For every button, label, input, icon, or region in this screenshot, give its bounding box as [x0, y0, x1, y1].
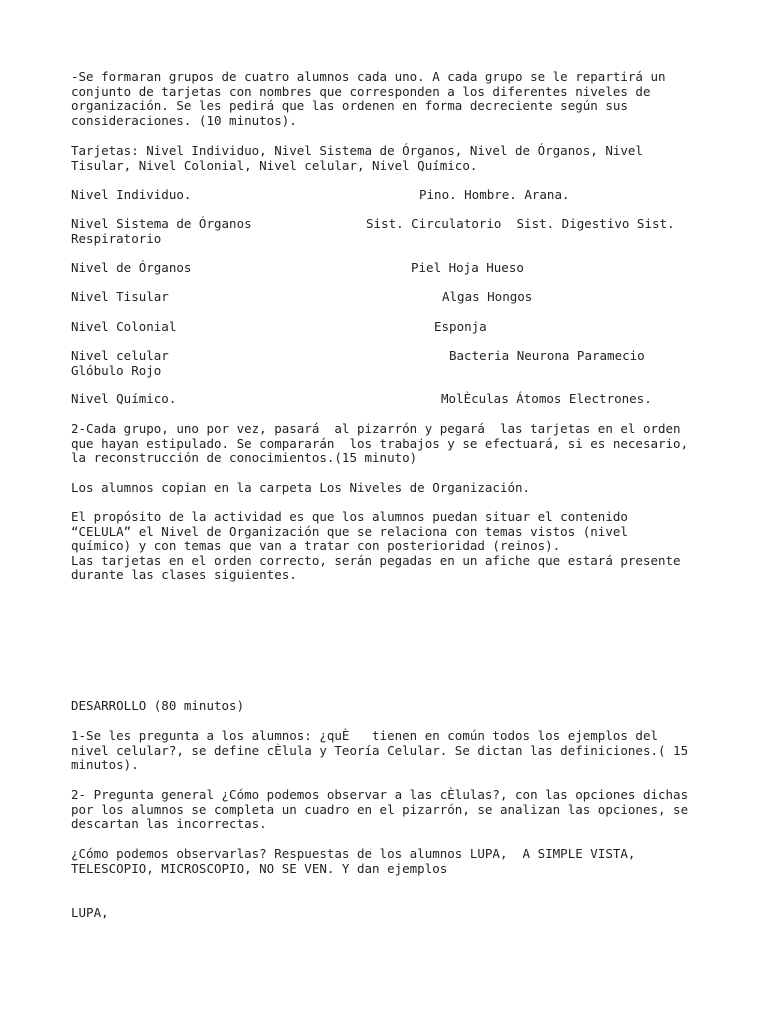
desarrollo-step-one: 1-Se les pregunta a los alumnos: ¿quÈ tienen en común todos los ejemplos del nivel celular?, se define cÈlula y Teoría Celular. Se dictan las definiciones.( 15 minutos).	[71, 728, 689, 773]
level-row-celular	[71, 348, 701, 378]
level-row-organos	[71, 261, 701, 277]
level-row-colonial	[71, 320, 701, 336]
level-examples-continued: Respiratorio	[71, 230, 162, 246]
intro-paragraph: -Se formaran grupos de cuatro alumnos cada uno. A cada grupo se le repartirá un conjunto de tarjetas con nombres que corresponden a los diferentes niveles de organización. Se les pedirá que las ordenen en forma decreciente según sus consideraciones. (10 minutos).	[71, 69, 666, 128]
level-examples: Pino. Hombre. Arana.	[419, 187, 570, 202]
level-examples: MolÈculas Átomos Electrones.	[441, 391, 652, 406]
level-examples: Bacteria Neurona Paramecio	[449, 348, 645, 363]
section-heading: DESARROLLO (80 minutos)	[71, 698, 245, 713]
level-examples: Sist. Circulatorio Sist. Digestivo Sist.	[366, 216, 675, 231]
copy-paragraph: Los alumnos copian en la carpeta Los Niveles de Organización.	[71, 480, 531, 495]
level-examples: Piel Hoja Hueso	[411, 260, 524, 275]
step-two-paragraph: 2-Cada grupo, uno por vez, pasará al pizarrón y pegará las tarjetas en el orden que hayan estipulado. Se compararán los trabajos y se efectuará, si es necesario, la reconstrucción de conocimientos.(15 minuto)	[71, 421, 689, 466]
cards-list-paragraph: Tarjetas: Nivel Individuo, Nivel Sistema de Órganos, Nivel de Órganos, Nivel Tisular, Nivel Colonial, Nivel celular, Nivel Químico.	[71, 143, 643, 173]
level-row-quimico	[71, 392, 701, 408]
desarrollo-step-two: 2- Pregunta general ¿Cómo podemos observar a las cÈlulas?, con las opciones dichas por los alumnos se completa un cuadro en el pizarrón, se analizan las opciones, se descartan las incorrectas.	[71, 787, 689, 832]
level-examples-continued: Glóbulo Rojo	[71, 362, 162, 378]
level-label: Nivel celular	[71, 348, 169, 363]
lupa-line: LUPA,	[71, 905, 109, 920]
observation-paragraph: ¿Cómo podemos observarlas? Respuestas de los alumnos LUPA, A SIMPLE VISTA, TELESCOPIO, MICROSCOPIO, NO SE VEN. Y dan ejemplos	[71, 846, 636, 876]
level-examples: Algas Hongos	[442, 289, 533, 304]
level-row-individuo	[71, 188, 701, 204]
level-examples: Esponja	[434, 319, 487, 334]
level-label: Nivel Químico.	[71, 391, 177, 406]
level-label: Nivel Individuo.	[71, 187, 192, 202]
level-label: Nivel Tisular	[71, 289, 169, 304]
level-row-sistema-organos	[71, 216, 701, 246]
level-label: Nivel Colonial	[71, 319, 177, 334]
level-label: Nivel Sistema de Órganos	[71, 216, 252, 231]
level-label: Nivel de Órganos	[71, 260, 192, 275]
purpose-paragraph: El propósito de la actividad es que los alumnos puedan situar el contenido “CELULA” el Nivel de Organización que se relaciona con temas vistos (nivel químico) y con temas que van a tratar con posterioridad (reinos). Las tarjetas en el orden correcto, serán pegadas en un afiche que estará presente durante las clases siguientes.	[71, 509, 681, 583]
level-row-tisular	[71, 290, 701, 306]
